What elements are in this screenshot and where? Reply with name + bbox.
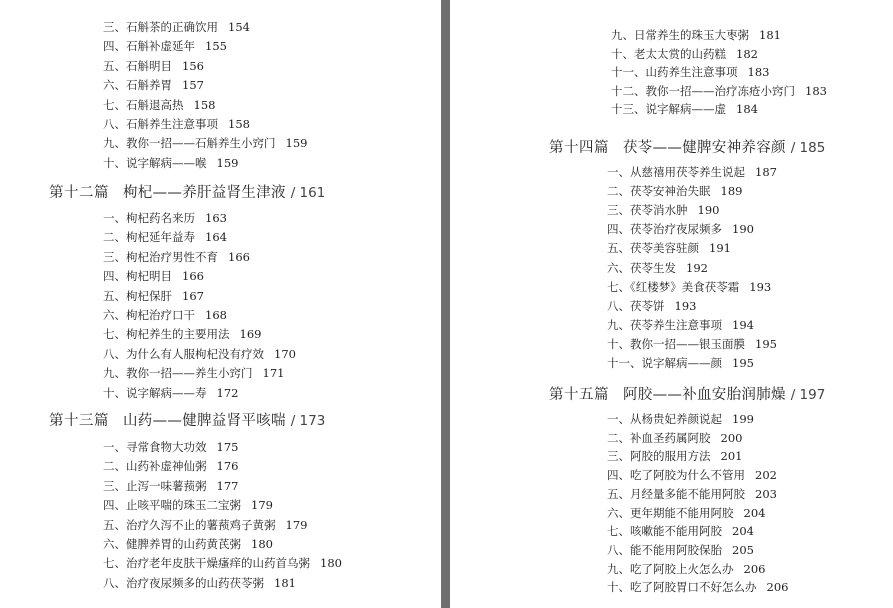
toc-entry xyxy=(103,537,273,551)
toc-entry-title: 九、教你一招——石斛养生小窍门 xyxy=(103,136,276,151)
toc-entry-title: 十、教你一招——银玉面膜 xyxy=(607,336,745,351)
toc-entry xyxy=(103,39,227,53)
toc-entry xyxy=(103,479,238,493)
toc-entry xyxy=(607,449,742,463)
toc-entry-page-number: 163 xyxy=(205,211,227,225)
toc-entry xyxy=(607,203,719,217)
toc-entry-title: 八、治疗夜尿频多的山药茯苓粥 xyxy=(103,575,264,590)
toc-entry xyxy=(607,184,742,198)
toc-entry xyxy=(607,165,777,179)
toc-entry-title: 十、老太太赏的山药糕 xyxy=(611,46,726,61)
toc-entry xyxy=(103,117,250,131)
toc-entry xyxy=(607,524,754,538)
toc-entry-page-number: 155 xyxy=(205,39,227,54)
toc-entry-page-number: 187 xyxy=(755,165,777,179)
toc-entry-title: 三、茯苓消水肿 xyxy=(607,203,688,218)
toc-entry-page-number: 204 xyxy=(732,524,754,539)
toc-entry xyxy=(607,299,696,313)
toc-entry-title: 十、吃了阿胶胃口不好怎么办 xyxy=(607,580,757,595)
toc-entry-title: 一、从慈禧用茯苓养生说起 xyxy=(607,165,745,179)
toc-entry-page-number: 203 xyxy=(755,486,777,501)
toc-entry xyxy=(103,98,215,112)
toc-entry-page-number: 168 xyxy=(205,308,227,322)
toc-entry xyxy=(103,78,204,92)
toc-entry xyxy=(103,20,250,34)
toc-entry-page-number: 164 xyxy=(205,230,227,245)
toc-page-right xyxy=(450,0,893,608)
toc-entry-title: 一、从杨贵妃养颜说起 xyxy=(607,412,722,426)
toc-entry-page-number: 205 xyxy=(732,542,754,557)
toc-entry-page-number: 170 xyxy=(274,346,296,361)
toc-entry xyxy=(103,556,342,570)
toc-entry xyxy=(103,498,273,512)
chapter-number: 第十五篇 xyxy=(549,387,609,403)
toc-entry-title: 五、月经量多能不能用阿胶 xyxy=(607,486,745,501)
toc-entry xyxy=(607,431,742,445)
toc-entry-title: 八、为什么有人服枸杞没有疗效 xyxy=(103,346,264,361)
toc-entry-title: 十、说字解病——寿 xyxy=(103,385,207,400)
toc-entry-title: 十二、教你一招——治疗冻疮小窍门 xyxy=(611,83,795,98)
chapter-title: 山药——健脾益肾平咳喘 xyxy=(123,413,291,429)
toc-entry-title: 十三、说字解病——虚 xyxy=(611,102,726,117)
toc-entry-title: 三、石斛茶的正确饮用 xyxy=(103,20,218,34)
toc-entry-page-number: 176 xyxy=(216,459,239,474)
toc-entry xyxy=(103,136,307,150)
toc-entry xyxy=(103,308,227,322)
toc-entry xyxy=(103,459,238,473)
chapter-title: 阿胶——补血安胎润肺燥 xyxy=(623,387,791,403)
toc-entry-page-number: 195 xyxy=(732,356,754,370)
toc-entry-title: 三、枸杞治疗男性不育 xyxy=(103,249,218,264)
toc-entry-page-number: 156 xyxy=(182,58,204,73)
toc-entry-page-number: 199 xyxy=(732,412,754,426)
toc-entry-page-number: 158 xyxy=(228,117,250,131)
chapter-heading xyxy=(49,184,325,202)
toc-entry xyxy=(607,222,754,236)
toc-entry-page-number: 190 xyxy=(732,222,754,237)
toc-entry-page-number: 180 xyxy=(251,537,273,551)
toc-entry xyxy=(103,269,204,283)
toc-entry xyxy=(611,102,758,116)
toc-entry xyxy=(611,65,769,79)
toc-entry-title: 四、吃了阿胶为什么不管用 xyxy=(607,468,745,483)
toc-entry-title: 二、枸杞延年益寿 xyxy=(103,230,195,245)
toc-entry xyxy=(607,412,754,426)
toc-entry-page-number: 204 xyxy=(743,505,766,520)
toc-entry-title: 一、枸杞药名来历 xyxy=(103,211,195,225)
toc-entry-title: 六、更年期能不能用阿胶 xyxy=(607,505,734,520)
toc-entry-title: 四、石斛补虚延年 xyxy=(103,39,195,54)
toc-entry xyxy=(103,59,204,73)
toc-entry xyxy=(607,506,765,520)
toc-entry-page-number: 166 xyxy=(228,249,250,264)
toc-entry-page-number: 180 xyxy=(320,556,342,571)
toc-entry-page-number: 182 xyxy=(736,46,758,61)
toc-entry-page-number: 183 xyxy=(747,65,770,80)
toc-entry-page-number: 154 xyxy=(228,20,250,34)
chapter-page-number: / 197 xyxy=(790,387,826,403)
toc-entry xyxy=(103,211,227,225)
toc-entry-title: 八、石斛养生注意事项 xyxy=(103,117,218,131)
toc-entry-title: 四、茯苓治疗夜尿频多 xyxy=(607,222,722,237)
toc-entry-title: 二、山药补虚神仙粥 xyxy=(103,459,207,474)
toc-entry-page-number: 183 xyxy=(805,83,827,98)
toc-entry xyxy=(103,347,296,361)
chapter-heading xyxy=(549,386,825,404)
toc-entry-title: 七、《红楼梦》美食茯苓霜 xyxy=(607,279,740,294)
toc-entry-title: 四、止咳平喘的珠玉二宝粥 xyxy=(103,498,241,513)
chapter-page-number: / 173 xyxy=(290,413,326,429)
toc-entry xyxy=(611,47,758,61)
toc-entry-title: 六、茯苓生发 xyxy=(607,260,676,275)
toc-entry-title: 七、石斛退高热 xyxy=(103,97,184,112)
toc-entry-title: 五、枸杞保肝 xyxy=(103,288,172,303)
toc-entry xyxy=(103,156,238,170)
toc-entry-title: 九、吃了阿胶上火怎么办 xyxy=(607,561,734,576)
toc-entry-page-number: 194 xyxy=(732,317,754,332)
toc-entry-title: 七、枸杞养生的主要用法 xyxy=(103,327,230,342)
toc-entry-title: 一、寻常食物大功效 xyxy=(103,440,207,454)
toc-entry-title: 八、茯苓饼 xyxy=(607,298,665,313)
toc-entry xyxy=(607,356,754,370)
toc-entry-title: 十一、说字解病——颜 xyxy=(607,356,722,370)
toc-entry-title: 五、治疗久泻不止的薯蓣鸡子黄粥 xyxy=(103,517,276,532)
toc-entry xyxy=(103,327,261,341)
toc-entry-title: 二、补血圣药属阿胶 xyxy=(607,430,711,445)
toc-entry-page-number: 177 xyxy=(216,478,239,493)
toc-entry-title: 九、茯苓养生注意事项 xyxy=(607,317,722,332)
toc-entry xyxy=(607,543,754,557)
toc-entry-page-number: 175 xyxy=(216,440,239,454)
toc-entry-page-number: 159 xyxy=(216,155,239,170)
toc-entry-page-number: 193 xyxy=(674,298,697,313)
toc-entry-page-number: 179 xyxy=(251,498,273,513)
toc-entry-page-number: 166 xyxy=(182,269,204,284)
toc-entry xyxy=(607,261,708,275)
toc-entry xyxy=(103,576,296,590)
toc-entry-page-number: 158 xyxy=(193,97,216,112)
toc-entry-page-number: 167 xyxy=(182,288,204,303)
chapter-title: 茯苓——健脾安神养容颜 xyxy=(623,140,791,156)
toc-entry-title: 十一、山药养生注意事项 xyxy=(611,65,738,80)
toc-entry-title: 二、茯苓安神治失眠 xyxy=(607,184,711,199)
toc-entry-title: 五、石斛明目 xyxy=(103,58,172,73)
toc-entry-page-number: 184 xyxy=(736,102,758,117)
toc-entry xyxy=(607,280,771,294)
chapter-heading xyxy=(549,139,825,157)
toc-entry xyxy=(103,230,227,244)
toc-entry-title: 四、枸杞明目 xyxy=(103,269,172,284)
toc-entry-page-number: 206 xyxy=(766,580,789,595)
toc-entry xyxy=(607,468,777,482)
toc-entry-page-number: 172 xyxy=(216,385,239,400)
toc-entry xyxy=(611,84,827,98)
toc-entry-page-number: 190 xyxy=(697,203,720,218)
chapter-number: 第十二篇 xyxy=(49,185,109,201)
chapter-number: 第十三篇 xyxy=(49,413,109,429)
toc-entry xyxy=(103,440,238,454)
toc-entry-page-number: 193 xyxy=(749,279,772,294)
toc-entry-title: 五、茯苓美容驻颜 xyxy=(607,241,699,256)
toc-entry-title: 九、日常养生的珠玉大枣粥 xyxy=(611,28,749,42)
toc-entry-title: 六、健脾养胃的山药黄芪粥 xyxy=(103,537,241,551)
toc-entry-page-number: 195 xyxy=(755,336,777,351)
chapter-page-number: / 185 xyxy=(790,140,826,156)
toc-entry xyxy=(103,289,204,303)
toc-entry-page-number: 179 xyxy=(285,517,308,532)
toc-entry xyxy=(103,366,284,380)
toc-entry xyxy=(103,518,307,532)
toc-entry-page-number: 169 xyxy=(239,327,262,342)
toc-entry-title: 三、阿胶的服用方法 xyxy=(607,449,711,464)
toc-entry-page-number: 157 xyxy=(182,78,204,93)
toc-entry-title: 十、说字解病——喉 xyxy=(103,155,207,170)
chapter-page-number: / 161 xyxy=(290,185,326,201)
toc-entry-page-number: 201 xyxy=(720,449,743,464)
toc-entry xyxy=(103,250,250,264)
toc-entry xyxy=(611,28,781,42)
toc-entry-page-number: 181 xyxy=(274,575,296,590)
toc-entry-page-number: 192 xyxy=(686,260,708,275)
toc-entry-page-number: 189 xyxy=(720,184,743,199)
toc-entry-title: 三、止泻一味薯蓣粥 xyxy=(103,478,207,493)
toc-entry-title: 八、能不能用阿胶保胎 xyxy=(607,542,722,557)
toc-entry-page-number: 171 xyxy=(262,366,285,381)
toc-entry-page-number: 200 xyxy=(720,430,743,445)
chapter-title: 枸杞——养肝益肾生津液 xyxy=(123,185,291,201)
toc-entry xyxy=(607,241,731,255)
toc-entry xyxy=(607,337,777,351)
toc-entry-page-number: 191 xyxy=(709,241,731,256)
toc-page-left xyxy=(0,0,441,608)
toc-entry-page-number: 206 xyxy=(743,561,766,576)
toc-entry-page-number: 202 xyxy=(755,468,777,483)
toc-entry xyxy=(103,386,238,400)
toc-entry-title: 七、治疗老年皮肤干燥瘙痒的山药首乌粥 xyxy=(103,556,310,571)
toc-entry-title: 七、咳嗽能不能用阿胶 xyxy=(607,524,722,539)
toc-entry-page-number: 181 xyxy=(759,28,781,42)
toc-entry xyxy=(607,562,765,576)
toc-entry-title: 九、教你一招——养生小窍门 xyxy=(103,366,253,381)
toc-entry xyxy=(607,580,788,594)
toc-entry-title: 六、枸杞治疗口干 xyxy=(103,308,195,322)
toc-entry xyxy=(607,318,754,332)
chapter-number: 第十四篇 xyxy=(549,140,609,156)
toc-entry xyxy=(607,487,777,501)
chapter-heading xyxy=(49,412,325,430)
toc-entry-page-number: 159 xyxy=(285,136,308,151)
toc-entry-title: 六、石斛养胃 xyxy=(103,78,172,93)
